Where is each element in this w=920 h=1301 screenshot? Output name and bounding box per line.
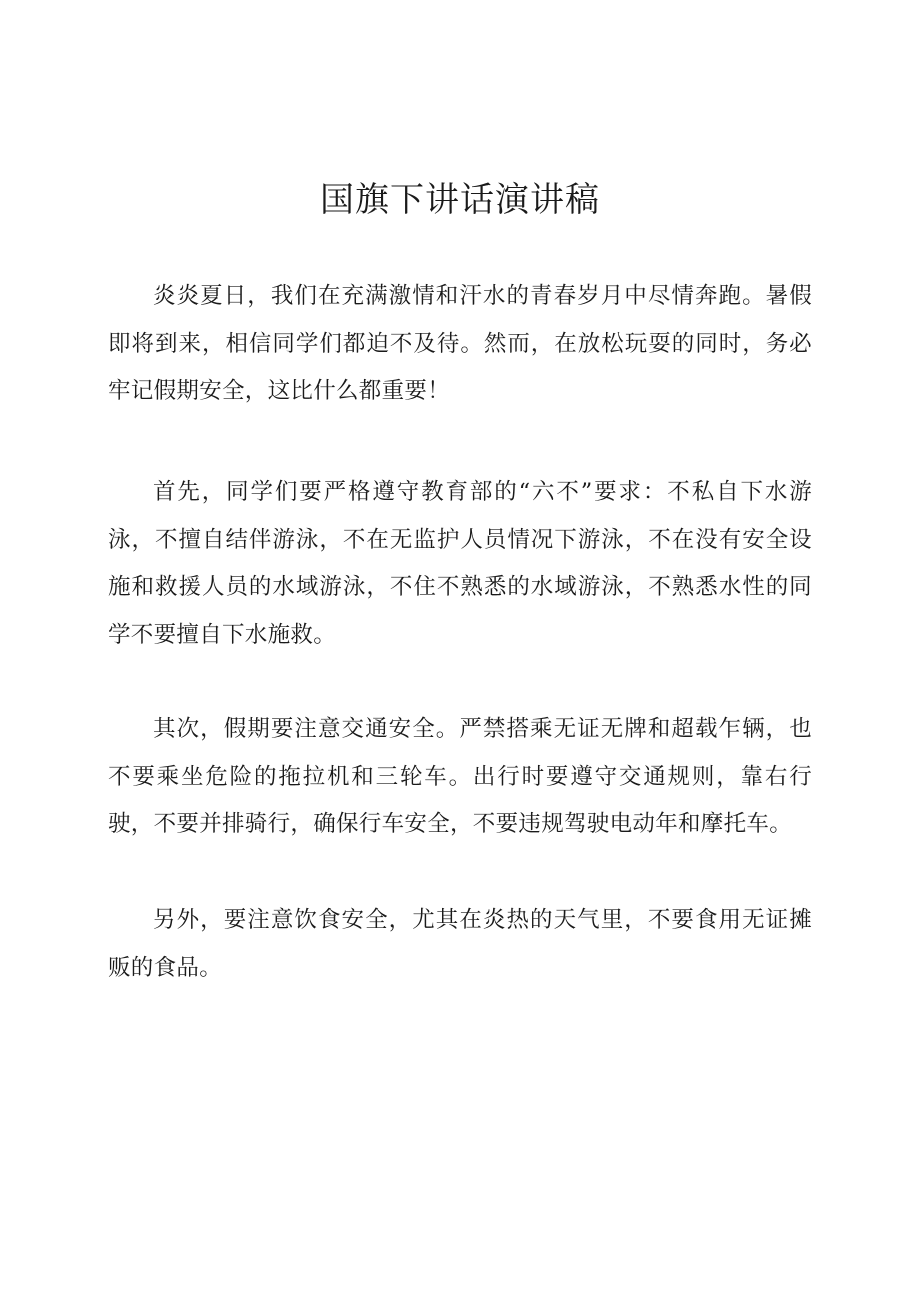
paragraph-food-safety: 另外，要注意饮食安全，尤其在炎热的天气里，不要食用无证摊贩的食品。	[108, 907, 812, 981]
paragraph-swimming-safety: 首先，同学们要严格遵守教育部的“六不”要求：不私自下水游泳，不擅自结伴游泳，不在无监护人员情况下游泳，不在没有安全设施和救援人员的水域游泳，不住不熟悉的水域游泳，不熟悉水性的同学不要擅自下水施救。	[108, 479, 812, 648]
paragraph-intro: 炎炎夏日，我们在充满激情和汗水的青春岁月中尽情奔跑。暑假即将到来，相信同学们都迫不及待。然而，在放松玩耍的同时，务必牢记假期安全，这比什么都重要！	[108, 283, 812, 404]
paragraph-traffic-safety: 其次，假期要注意交通安全。严禁搭乘无证无牌和超载乍辆，也不要乘坐危险的拖拉机和三轮车。出行时要遵守交通规则，靠右行驶，不要并排骑行，确保行车安全，不要违规驾驶电动年和摩托车。	[108, 716, 812, 837]
document-title: 国旗下讲话演讲稿	[320, 180, 600, 220]
